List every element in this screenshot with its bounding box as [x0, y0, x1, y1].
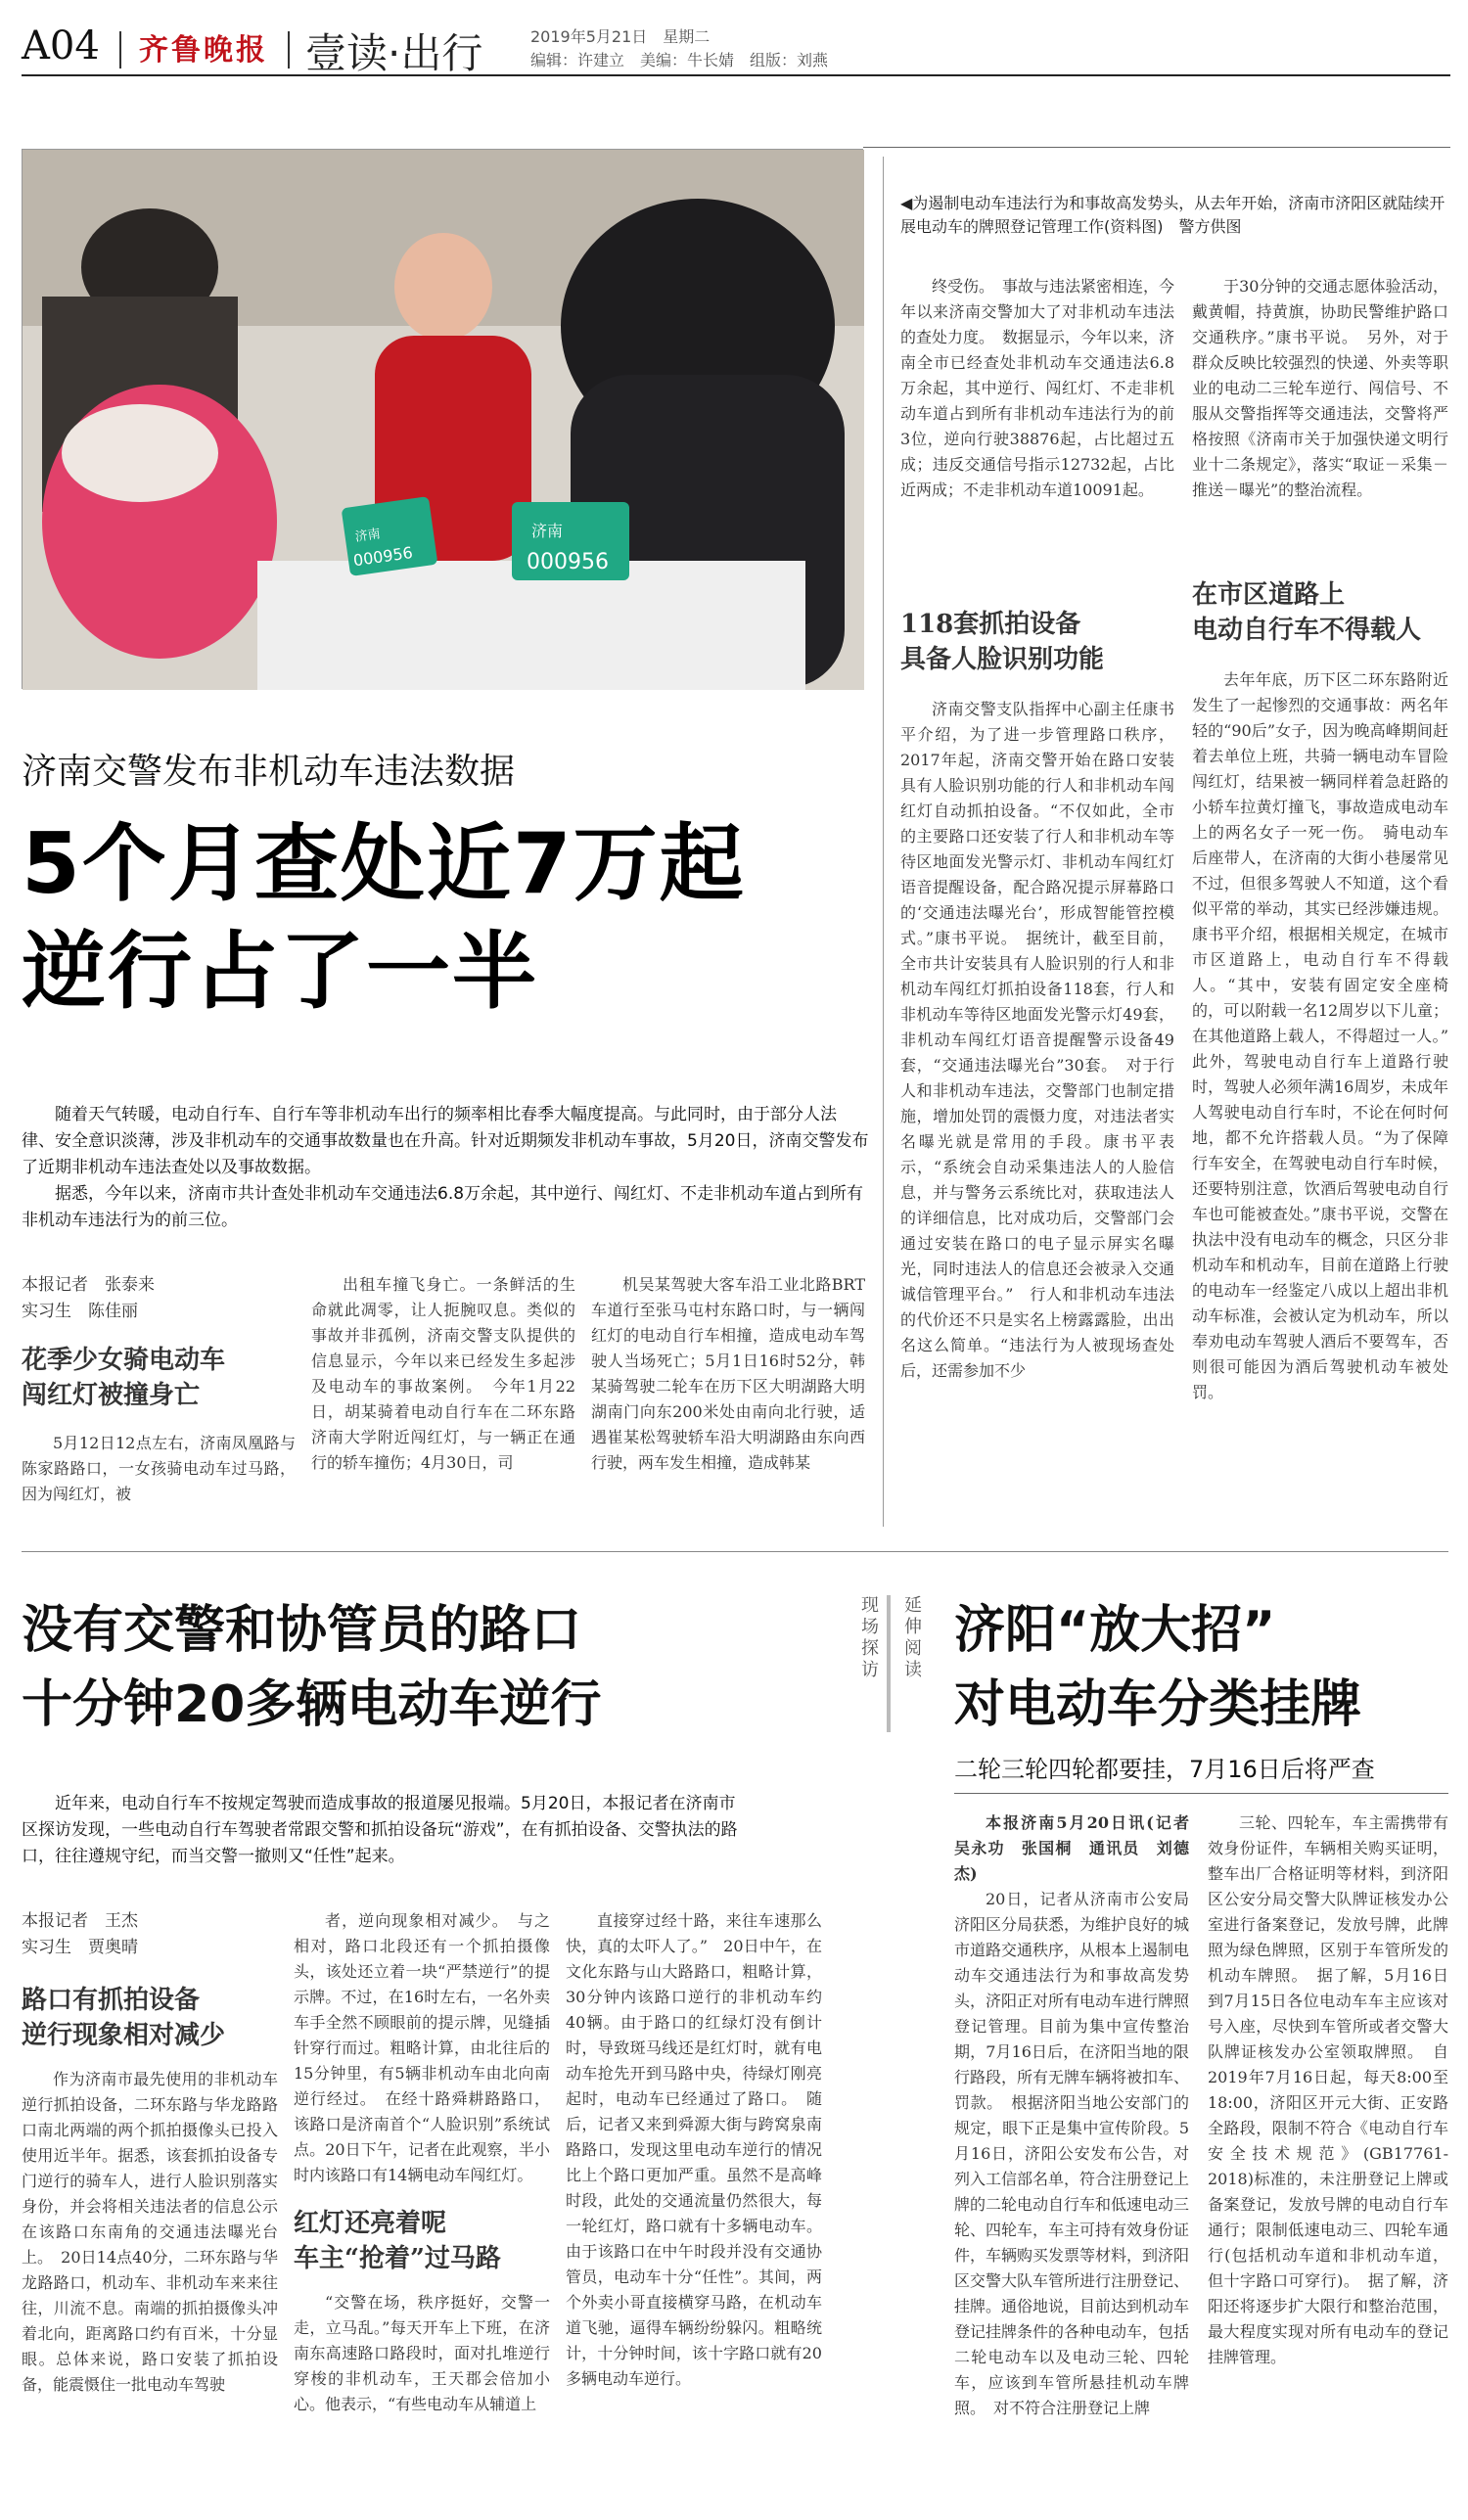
sidebar-headline-line2: 对电动车分类挂牌 — [954, 1675, 1362, 1734]
body-text: 者，逆向现象相对减少。 与之相对，路口北段还有一个抓拍摄像头，该处还立着一块“严禁逆行”的提示牌。不过，在16时左右，一名外卖车手全然不顾眼前的提示牌，见缝插针穿行而过。粗略计算，由北往后的15分钟里，有5辆非机动车由北向南逆行经过。 在经十路舜耕路路口，该路口是济南首个“人脸识别”系统试点。20日下午，记者在此观察，半小时内该路口有14辆电动车闯红灯。 — [294, 1911, 550, 2184]
section-title: 壹读·出行 — [305, 29, 483, 77]
divider — [887, 1595, 891, 1732]
page-number: A04 — [22, 23, 100, 69]
subhead: 118套抓拍设备 — [900, 610, 1081, 639]
divider — [288, 31, 290, 69]
article-column — [591, 1272, 865, 1527]
subhead: 红灯还亮着呢 — [294, 2209, 447, 2238]
body-text: 于30分钟的交通志愿体验活动，戴黄帽，持黄旗，协助民警维护路口交通秩序。”康书平说。 另外，对于群众反映比较强烈的快递、外卖等职业的电动二三轮车逆行、闯信号、不服从交警指挥等交通违法，交警将严格按照《济南市关于加强快递文明行业十二条规定》，落实“取证－采集－推送－曝光”的整治流程。 — [1192, 277, 1448, 499]
body-text: 机吴某驾驶大客车沿工业北路BRT车道行至张马屯村东路口时，与一辆闯红灯的电动自行车相撞，造成电动车驾驶人当场死亡；5月1日16时52分，韩某骑驾驶二轮车在历下区大明湖路大明湖南门向东200米处由南向北行驶，适遇崔某松驾驶轿车沿大明湖路由东向西行驶，两车发生相撞，造成韩某 — [591, 1275, 865, 1472]
subhead: 路口有抓拍设备 — [22, 1986, 201, 2015]
section-tags — [851, 1595, 930, 1742]
issue-staff: 编辑：许建立 美编：牛长婧 组版：刘燕 — [530, 51, 829, 69]
lead-paragraph: 随着天气转暖，电动自行车、自行车等非机动车出行的频率相比春季大幅度提高。与此同时，由于部分人法律、安全意识淡薄，涉及非机动车的交通事故数量也在升高。针对近期频发非机动车事故，5月20日，济南交警发布了近期非机动车违法查处以及事故数据。 — [22, 1105, 869, 1177]
article-column — [900, 607, 1174, 1527]
main-headline-line1: 5个月查处近7万起 — [22, 815, 746, 913]
body-text: 出租车撞飞身亡。一条鲜活的生命就此凋零，让人扼腕叹息。类似的事故并非孤例，济南交警支队提供的信息显示，今年以来已经发生多起涉及电动车的事故案例。 今年1月22日，胡某骑着电动自行车在二环东路济南大学附近闯红灯，与一辆正在通行的轿车撞伤；4月30日，司 — [311, 1275, 575, 1472]
issue-info — [530, 25, 828, 72]
article-column — [311, 1272, 575, 1527]
subhead: 花季少女骑电动车 — [22, 1346, 226, 1375]
article-column — [22, 1908, 278, 2505]
article-column — [1192, 577, 1465, 1527]
divider — [119, 31, 121, 69]
article-column — [566, 1908, 822, 2505]
subhead: 车主“抢着”过马路 — [294, 2244, 501, 2273]
body-text: 作为济南市最先使用的非机动车逆行抓拍设备，二环东路与华龙路路口南北两端的两个抓拍摄像头已投入使用近半年。据悉，该套抓拍设备专门逆行的骑车人，进行人脸识别落实身份，并会将相关违法者的信息公示在该路口东南角的交通违法曝光台上。 20日14点40分，二环东路与华龙路路口，机动车、非机动车来来往往，川流不息。南端的抓拍摄像头冲着北向，距离路口约有百米，十分显眼。总体来说，路口安装了抓拍设备，能震慑住一批电动车驾驶 — [22, 2070, 278, 2394]
issue-date: 2019年5月21日 星期二 — [530, 27, 711, 46]
byline-intern: 实习生 陈佳丽 — [22, 1302, 138, 1321]
article-column — [1192, 274, 1448, 568]
body-text: 20日，记者从济南市公安局济阳区分局获悉，为维护良好的城市道路交通秩序，从根本上遏制电动车交通违法行为和事故高发势头，济阳正对所有电动车进行牌照登记管理。目前为集中宣传整治期，7月16日后，在济阳当地的限行路段，所有无牌车辆将被扣车、罚款。 根据济阳当地公安部门的规定，眼下正是集中宣传阶段。5月16日，济阳公安发布公告，对列入工信部名单，符合注册登记上牌的二轮电动自行车和低速电动三轮、四轮车，车主可持有效身份证件，车辆购买发票等材料，到济阳区交警大队车管所进行注册登记、挂牌。通俗地说，目前达到机动车登记挂牌条件的各种电动车，包括二轮电动车以及电动三轮、四轮车，应该到车管所悬挂机动车牌照。 对不符合注册登记上牌 — [954, 1890, 1190, 2417]
article-column — [1208, 1810, 1448, 2510]
photo-illustration — [23, 150, 864, 690]
paper-logo: 齐鲁晚报 — [139, 33, 268, 68]
body-text: “交警在场，秩序挺好，交警一走，立马乱。”每天开车上下班，在济南东高速路口路段时，面对扎堆逆行穿梭的非机动车，王天郡会倍加小心。他表示，“有些电动车从辅道上 — [294, 2293, 550, 2413]
article-column — [900, 274, 1174, 597]
byline-intern: 实习生 贾奥晴 — [22, 1938, 138, 1957]
main-lead — [22, 1102, 869, 1234]
lead-paragraph: 近年来，电动自行车不按规定驾驶而造成事故的报道屡见报端。5月20日，本报记者在济南市区探访发现，一些电动自行车驾驶者常跟交警和抓拍设备玩“游戏”，在有抓拍设备、交警执法的路口，往往遵规守纪，而当交警一撤则又“任性”起来。 — [22, 1794, 738, 1866]
article-column — [294, 1908, 550, 2505]
lead-paragraph: 据悉，今年以来，济南市共计查处非机动车交通违法6.8万余起，其中逆行、闯红灯、不走非机动车道占到所有非机动车违法行为的前三位。 — [22, 1184, 864, 1230]
plate-number: 000956 — [527, 550, 609, 574]
plate-city: 济南 — [531, 522, 564, 540]
divider — [883, 157, 884, 1527]
divider — [954, 1793, 1448, 1794]
subhead: 具备人脸识别功能 — [900, 645, 1105, 674]
sidebar-subtitle: 二轮三轮四轮都要挂，7月16日后将严查 — [954, 1756, 1375, 1783]
sidebar-headline — [954, 1593, 1448, 1742]
byline-reporter: 本报记者 张泰来 — [22, 1275, 155, 1295]
subhead: 电动自行车不得载人 — [1192, 616, 1422, 645]
tag-live-report: 现场探访 — [858, 1595, 879, 1681]
body-text: 去年年底，历下区二环东路附近发生了一起惨烈的交通事故：两名年轻的“90后”女子，因为晚高峰期间赶着去单位上班，共骑一辆电动车冒险闯红灯，结果被一辆同样着急赶路的小轿车拉黄灯撞飞，事故造成电动车上的两名女子一死一伤。 骑电动车后座带人，在济南的大街小巷屡常见不过，但很多驾驶人不知道，这个看似平常的举动，其实已经涉嫌违规。康书平介绍，根据相关规定，在城市市区道路上，电动自行车不得载人。“其中，安装有固定安全座椅的，可以附载一名12周岁以下儿童；在其他道路上载人，不得超过一人。” 此外，驾驶电动自行车上道路行驶时，驾驶人必须年满16周岁，未成年人驾驶电动自行车时，不论在何时何地，都不允许搭载人员。“为了保障行车安全，在驾驶电动自行车时候，还要特别注意，饮酒后驾驶电动自行车也可能被查处。”康书平说，交警在执法中没有电动车的概念，只区分非机动车和机动车，目前在道路上行驶的电动车一经鉴定八成以上超出非机动车标准，会被认定为机动车，所以奉劝电动车驾驶人酒后不要驾车，否则很可能因为酒后驾驶机动车被处罚。 — [1192, 670, 1465, 1401]
byline-reporter: 本报记者 王杰 — [22, 1911, 138, 1931]
main-headline — [22, 810, 883, 1026]
subhead: 闯红灯被撞身亡 — [22, 1381, 201, 1410]
divider — [863, 147, 1450, 148]
body-text: 三轮、四轮车，车主需携带有效身份证件，车辆相关购买证明，整车出厂合格证明等材料，到济阳区公安分局交警大队牌证核发办公室进行备案登记，发放号牌，此牌照为绿色牌照，区别于车管所发的机动车牌照。 据了解，5月16日到7月15日各位电动车车主应该对号入座，尽快到车管所或者交警大队牌证核发办公室领取牌照。 自2019年7月16日起，每天8:00至18:00，济阳区开元大街、正安路全路段，限制不符合《电动自行车安全技术规范》(GB17761-2018)标准的，未注册登记上牌或备案登记，发放号牌的电动自行车通行；限制低速电动三、四轮车通行(包括机动车道和非机动车道，但十字路口可穿行)。 据了解，济阳还将逐步扩大限行和整治范围，最大程度实现对所有电动车的登记挂牌管理。 — [1208, 1813, 1448, 2366]
bottom-headline — [22, 1593, 883, 1742]
news-photo — [22, 149, 863, 689]
divider — [22, 1551, 1448, 1552]
photo-caption: ◀为遏制电动车违法行为和事故高发势头，从去年开始，济南市济阳区就陆续开展电动车的牌照登记管理工作(资料图) 警方供图 — [900, 194, 1445, 236]
main-headline-line2: 逆行占了一半 — [22, 923, 538, 1021]
article-column — [954, 1810, 1206, 2510]
sidebar-headline-line1: 济阳“放大招” — [954, 1601, 1276, 1660]
body-text: 终受伤。 事故与违法紧密相连，今年以来济南交警加大了对非机动车违法的查处力度。 数据显示，今年以来，济南全市已经查处非机动车交通违法6.8万余起，其中逆行、闯红灯、不走非机动车道占到所有非机动车违法行为的前3位，逆向行驶38876起，占比超过五成；违反交通信号指示12732起，占比近两成；不走非机动车道10091起。 — [900, 277, 1175, 499]
bottom-headline-line1: 没有交警和协管员的路口 — [22, 1601, 582, 1660]
body-text: 济南交警支队指挥中心副主任康书平介绍，为了进一步管理路口秩序，2017年起，济南交警开始在路口安装具有人脸识别功能的行人和非机动车闯红灯自动抓拍设备。“不仅如此，全市的主要路口还安装了行人和非机动车等待区地面发光警示灯、非机动车闯红灯语音提醒设备，配合路况提示屏幕路口的‘交通违法曝光台’，形成智能管控模式。”康书平说。 据统计，截至目前，全市共计安装具有人脸识别的行人和非机动车闯红灯抓拍设备118套，行人和非机动车等待区地面发光警示灯49套，非机动车闯红灯语音提醒警示设备49套，“交通违法曝光台”30套。 对于行人和非机动车违法，交警部门也制定措施，增加处罚的震慑力度，对违法者实名曝光就是常用的手段。康书平表示，“系统会自动采集违法人的人脸信息，并与警务云系统比对，获取违法人的详细信息，比对成功后，交警部门会通过安装在路口的电子显示屏实名曝光，同时违法人的信息还会被录入交通诚信管理平台。” 行人和非机动车违法的代价还不只是实名上榜露露脸，出出名这么简单。“违法行为人被现场查处后，还需参加不少 — [900, 700, 1174, 1380]
bottom-headline-line2: 十分钟20多辆电动车逆行 — [22, 1675, 602, 1734]
body-text: 5月12日12点左右，济南凤凰路与陈家路路口，一女孩骑电动车过马路，因为闯红灯，被 — [22, 1434, 296, 1503]
body-text: 直接穿过经十路，来往车速那么快，真的太吓人了。” 20日中午，在文化东路与山大路路口，粗略计算，30分钟内该路口逆行的非机动车约40辆。由于路口的红绿灯没有倒计时，导致斑马线还是红灯时，就有电动车抢先开到马路中央，待绿灯刚亮起时，电动车已经通过了路口。 随后，记者又来到舜源大街与跨窝泉南路路口，发现这里电动车逆行的情况比上个路口更加严重。虽然不是高峰时段，此处的交通流量仍然很大，每一轮红灯，路口就有十多辆电动车。由于该路口在中午时段并没有交通协管员，电动车十分“任性”。其间，两个外卖小哥直接横穿马路，在机动车道飞驰，逼得车辆纷纷躲闪。粗略统计，十分钟时间，该十字路口就有20多辆电动车逆行。 — [566, 1911, 822, 2388]
article-column — [22, 1272, 296, 1527]
subhead: 在市区道路上 — [1192, 580, 1346, 610]
tag-extended-reading: 延伸阅读 — [901, 1595, 922, 1681]
plate-city-2: 济南 — [353, 527, 382, 545]
subhead: 逆行现象相对减少 — [22, 2021, 226, 2050]
masthead — [22, 18, 1450, 76]
bottom-lead — [22, 1791, 746, 1870]
plate-number-2: 000956 — [351, 542, 414, 571]
dateline: 本报济南5月20日讯(记者 吴永功 张国桐 通讯员 刘德杰) — [954, 1813, 1206, 1883]
main-kicker: 济南交警发布非机动车违法数据 — [22, 752, 516, 792]
